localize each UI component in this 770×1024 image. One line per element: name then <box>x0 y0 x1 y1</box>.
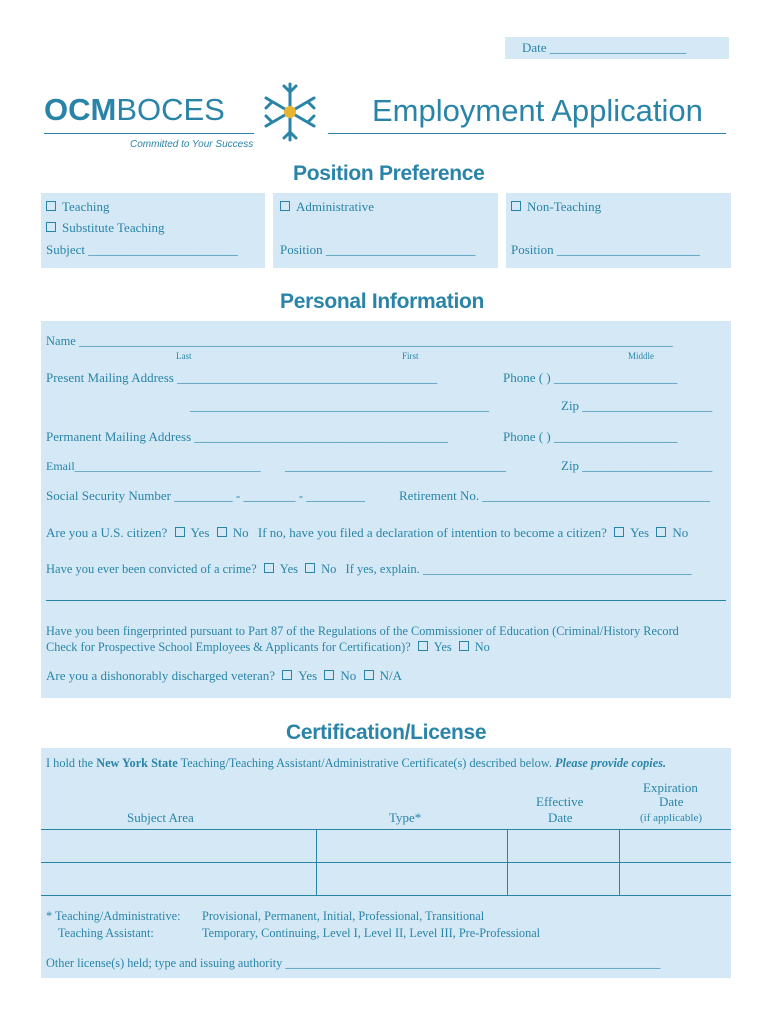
checkbox-veteran-na[interactable] <box>364 670 374 680</box>
checkbox-declaration-yes[interactable] <box>614 527 624 537</box>
col-header-effective-2: Date <box>548 810 573 825</box>
explain-line[interactable] <box>46 600 726 601</box>
checkbox-icon[interactable] <box>46 201 56 211</box>
checkbox-crime-no[interactable] <box>305 563 315 573</box>
col-header-exp-1: Expiration <box>643 780 698 795</box>
veteran-no-label: No <box>340 668 357 683</box>
checkbox-citizen-no[interactable] <box>217 527 227 537</box>
present-address-field[interactable]: Present Mailing Address ________________________________________ <box>46 370 438 385</box>
checkbox-fingerprint-no[interactable] <box>459 641 469 651</box>
logo <box>44 92 225 128</box>
fingerprint-yes-label: Yes <box>433 640 452 654</box>
checkbox-veteran-no[interactable] <box>324 670 334 680</box>
phone-field-1[interactable]: Phone ( ) ___________________ <box>503 370 678 385</box>
checkbox-non-teaching[interactable] <box>511 199 601 215</box>
checkbox-substitute[interactable] <box>46 220 164 236</box>
citizen-yes-label: Yes <box>190 525 210 540</box>
checkbox-veteran-yes[interactable] <box>282 670 292 680</box>
logo-tagline: Committed to Your Success <box>130 139 254 150</box>
phone-field-2[interactable]: Phone ( ) ___________________ <box>503 429 678 444</box>
fingerprint-no-label: No <box>474 640 490 654</box>
col-header-exp-2: Date <box>659 794 684 809</box>
fingerprint-label: Check for Prospective School Employees & Applicants for Certification)? <box>46 640 411 654</box>
snowflake-icon <box>258 80 322 144</box>
fingerprint-question-2 <box>46 639 490 655</box>
crime-question <box>46 561 692 577</box>
checkbox-teaching[interactable] <box>46 199 109 215</box>
ssn-field[interactable]: Social Security Number _________ - ________ - _________ <box>46 488 365 503</box>
doc-title: Employment Application <box>372 93 703 128</box>
checkbox-declaration-no[interactable] <box>656 527 666 537</box>
citizen-no-label: No <box>232 525 249 540</box>
label-substitute: Substitute Teaching <box>62 220 165 235</box>
note-teaching-admin-label: * Teaching/Administrative: <box>46 909 181 923</box>
zip-field-2[interactable]: Zip ____________________ <box>561 458 713 473</box>
retirement-field[interactable]: Retirement No. ___________________________________ <box>399 488 710 503</box>
cert-intro-a: I hold the <box>46 756 97 770</box>
address-line-3[interactable]: __________________________________ <box>285 458 506 473</box>
table-row[interactable] <box>41 830 731 862</box>
veteran-na-label: N/A <box>379 668 402 683</box>
section-title-personal: Personal Information <box>280 290 485 313</box>
checkbox-icon[interactable] <box>280 201 290 211</box>
cert-intro-c: Teaching/Teaching Assistant/Administrative Certificate(s) described below. <box>177 756 556 770</box>
col-header-effective-1: Effective <box>536 794 584 809</box>
subject-field[interactable]: Subject _______________________ <box>46 242 238 257</box>
zip-field-1[interactable]: Zip ____________________ <box>561 398 713 413</box>
citizen-question <box>46 525 688 541</box>
label-last: Last <box>176 351 192 361</box>
checkbox-icon[interactable] <box>46 222 56 232</box>
citizen-label: Are you a U.S. citizen? <box>46 525 168 540</box>
crime-label: Have you ever been convicted of a crime? <box>46 562 257 576</box>
col-header-subject: Subject Area <box>127 810 194 825</box>
declaration-no-label: No <box>672 525 689 540</box>
email-field[interactable]: Email_______________________________ <box>46 459 261 473</box>
logo-ocm: OCM <box>44 92 117 127</box>
col-header-type: Type* <box>389 810 422 825</box>
logo-underline <box>44 133 254 134</box>
table-bottom-rule <box>41 895 731 896</box>
label-middle: Middle <box>628 351 654 361</box>
other-license-field[interactable]: Other license(s) held; type and issuing authority _____________________________________________________________ <box>46 956 661 970</box>
checkbox-crime-yes[interactable] <box>264 563 274 573</box>
checkbox-icon[interactable] <box>511 201 521 211</box>
crime-no-label: No <box>321 562 337 576</box>
declaration-label: If no, have you filed a declaration of intention to become a citizen? <box>257 525 607 540</box>
cert-intro-nys: New York State <box>96 756 178 770</box>
name-field[interactable]: Name _______________________________________________________________________________________________ <box>46 334 673 348</box>
title-rule <box>328 133 726 134</box>
table-row[interactable] <box>41 863 731 895</box>
checkbox-administrative[interactable] <box>280 199 374 215</box>
veteran-yes-label: Yes <box>298 668 318 683</box>
label-teaching: Teaching <box>62 199 110 214</box>
fingerprint-question-1: Have you been fingerprinted pursuant to Part 87 of the Regulations of the Commissioner of Education (Criminal/History Record <box>46 624 679 638</box>
label-first: First <box>402 351 419 361</box>
note-ta-text: Temporary, Continuing, Level I, Level II, Level III, Pre-Professional <box>202 926 541 940</box>
label-non-teaching: Non-Teaching <box>527 199 602 214</box>
cert-intro <box>46 755 666 771</box>
cert-intro-copies: Please provide copies. <box>555 756 667 770</box>
date-field[interactable]: Date _____________________ <box>522 40 687 55</box>
col-header-exp-3: (if applicable) <box>640 812 702 824</box>
logo-boces: BOCES <box>116 92 225 127</box>
crime-yes-label: Yes <box>279 562 298 576</box>
veteran-question <box>46 668 402 684</box>
section-title-position: Position Preference <box>293 162 485 185</box>
explain-field[interactable]: If yes, explain. ___________________________________________ <box>345 562 692 576</box>
veteran-label: Are you a dishonorably discharged veteran? <box>46 668 275 683</box>
nonteach-position-field[interactable]: Position ______________________ <box>511 242 700 257</box>
checkbox-fingerprint-yes[interactable] <box>418 641 428 651</box>
permanent-address-field[interactable]: Permanent Mailing Address _______________________________________ <box>46 429 448 444</box>
note-teaching-admin-text: Provisional, Permanent, Initial, Professional, Transitional <box>202 909 485 923</box>
section-title-cert: Certification/License <box>286 721 487 744</box>
checkbox-citizen-yes[interactable] <box>175 527 185 537</box>
address-line-2[interactable]: ______________________________________________ <box>190 398 489 413</box>
note-ta-label: Teaching Assistant: <box>58 926 154 940</box>
label-administrative: Administrative <box>296 199 374 214</box>
declaration-yes-label: Yes <box>630 525 650 540</box>
admin-position-field[interactable]: Position _______________________ <box>280 242 476 257</box>
